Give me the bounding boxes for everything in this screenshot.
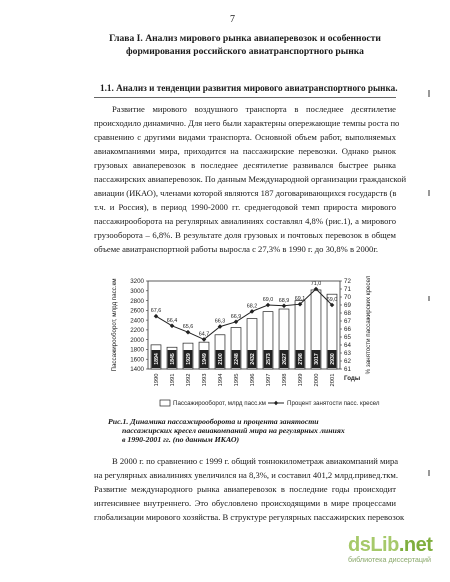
scan-edge-mark: [428, 190, 430, 196]
y-right-tick-label: 63: [344, 350, 351, 358]
y-right-tick-label: 69: [344, 302, 351, 310]
line-point: [282, 304, 287, 309]
text-line: авиакомпаниями мира, приходится на пассажирские перевозки. Однако рынок: [94, 146, 396, 156]
bar-value-label: 1894: [153, 353, 160, 365]
y-right-tick-label: 66: [344, 326, 351, 334]
line-value-label: 67,6: [150, 308, 162, 315]
x-axis-title: Годы: [344, 375, 361, 382]
caption-line-3: в 1990-2001 гг. (по данным ИКАО): [122, 435, 240, 444]
line-value-label: 65,6: [182, 324, 194, 331]
y-left-tick-label: 1800: [130, 346, 144, 354]
text-line: грузовых авиаперевозок в последнее десятилетие развивался быстрее рынка: [94, 160, 396, 170]
x-tick-label: 2001: [330, 373, 336, 387]
section-underline: [94, 97, 396, 98]
y-right-tick-label: 72: [344, 278, 351, 286]
text-line: объеме авиатранспортной работы выросла с 27,3% в 1990 г. до 30,8% в 2000г.: [94, 244, 379, 254]
line-point: [170, 324, 175, 329]
y-left-tick-label: 1600: [130, 356, 144, 364]
page-number: 7: [230, 14, 235, 25]
x-tick-label: 1991: [170, 373, 176, 387]
y-right-tick-label: 70: [344, 294, 351, 302]
y-left-tick-label: 2400: [130, 317, 144, 325]
x-tick-label: 1993: [202, 373, 208, 387]
line-value-label: 68,2: [246, 303, 258, 310]
x-tick-label: 1992: [186, 373, 192, 387]
text-line: происходило динамично. Для него были характерны опережающие темпы роста по: [94, 118, 400, 128]
y-right-tick-label: 62: [344, 358, 351, 366]
caption-line-2: пассажирских кресел авиакомпаний мира на регулярных линиях: [122, 426, 345, 435]
bar-value-label: 1845: [169, 353, 176, 365]
text-line: Развитие мирового воздушного транспорта в последнее десятилетие: [112, 104, 396, 114]
bar-value-label: 1949: [201, 353, 208, 365]
legend-line-label: Процент занятости пасс. кресел: [287, 400, 380, 407]
watermark-subtitle: библиотека диссертаций: [348, 555, 432, 564]
y-right-tick-label: 68: [344, 310, 351, 318]
y-left-axis-label: Пассажирооборот, млрд пасс.км: [111, 278, 118, 372]
line-value-label: 66,4: [166, 317, 178, 324]
text-line: т.ч. и Россия), в период 1990-2000 гг. среднегодовой темп прироста мирового: [94, 202, 396, 212]
bar-value-label: 2248: [233, 353, 240, 365]
x-tick-label: 1994: [218, 373, 224, 387]
chapter-title: [90, 32, 400, 58]
watermark-logo-main: dsLib: [348, 534, 399, 556]
y-left-tick-label: 3000: [130, 287, 144, 295]
bar-value-label: 2432: [249, 353, 256, 365]
y-left-tick-label: 2600: [130, 307, 144, 315]
line-point: [154, 314, 159, 319]
line-value-label: 69,0: [326, 297, 338, 303]
text-line: пассажирских авиаперевозок. По данным Международной организации гражданской: [94, 174, 407, 184]
bar-value-label: 3017: [313, 353, 320, 365]
y-right-axis-label: % занятости пассажирских кресел: [365, 275, 372, 375]
section-title: 1.1. Анализ и тенденции развития мирового авиатранспортного рынка.: [100, 83, 398, 93]
watermark: [348, 534, 444, 578]
line-value-label: 64,7: [198, 331, 210, 338]
text-line: интенсивнее внутреннего. Это обусловлено происходящими в мире процессами: [94, 498, 396, 508]
line-value-label: 66,9: [230, 313, 242, 320]
line-value-label: 68,9: [278, 297, 290, 304]
text-line: сравнению с другими видами транспорта. Основной объем работ, выполняемых: [94, 132, 396, 142]
scan-edge-mark: [428, 470, 430, 476]
chart: [98, 271, 413, 416]
chapter-title-line-2: формирования российского авиатранспортного рынка: [126, 46, 364, 57]
legend-bar-label: Пассажирооборот, млрд пасс.км: [173, 400, 266, 407]
y-right-tick-label: 65: [344, 334, 351, 342]
x-tick-label: 1997: [266, 373, 272, 387]
y-left-tick-label: 2000: [130, 336, 144, 344]
watermark-logo: [348, 534, 444, 557]
y-right-tick-label: 71: [344, 286, 351, 294]
x-tick-label: 2000: [314, 373, 320, 387]
text-line: глобализации мирового хозяйства. В структуре регулярных пассажирских перевозок: [94, 512, 405, 522]
y-right-tick-label: 61: [344, 366, 351, 374]
text-line: грузооборота – 6,8%. В результате доля грузовых и почтовых перевозок в общем: [94, 230, 396, 240]
caption-line-1: Рис.1. Динамика пассажирооборота и процента занятости: [108, 417, 319, 426]
figure-caption: [108, 417, 408, 444]
text-line: В 2000 г. по сравнению с 1999 г. общий тоннокилометраж авиакомпаний мира: [112, 456, 399, 466]
bar-value-label: 1929: [185, 353, 192, 365]
y-left-tick-label: 3200: [130, 278, 144, 286]
bar-value-label: 2627: [281, 353, 288, 365]
text-line: Развитие международного рынка авиаперевозок в последние годы происходит: [94, 484, 396, 494]
series-line: [156, 289, 332, 339]
line-point: [266, 303, 271, 308]
line-value-label: 69,0: [262, 297, 274, 303]
legend-line-marker: [274, 401, 278, 405]
y-left-tick-label: 1400: [130, 366, 144, 374]
y-right-tick-label: 67: [344, 318, 351, 326]
watermark-logo-tld: .net: [398, 534, 433, 556]
line-value-label: 71,0: [310, 281, 322, 287]
bar-value-label: 2100: [217, 353, 224, 365]
line-value-label: 69,1: [294, 296, 306, 303]
line-value-label: 66,3: [214, 318, 226, 325]
bar-value-label: 2798: [297, 353, 304, 365]
scan-edge-mark: [428, 296, 430, 301]
text-line: на регулярных авиалиниях увеличился на 8,3%, и составил 401,2 млрд.привед.ткм.: [94, 470, 399, 480]
chapter-title-line-1: Глава I. Анализ мирового рынка авиаперевозок и особенности: [109, 33, 381, 44]
line-point: [186, 330, 191, 335]
x-tick-label: 1990: [154, 373, 160, 387]
x-tick-label: 1999: [298, 373, 304, 387]
y-right-tick-label: 64: [344, 342, 351, 350]
text-line: пассажирооборота на регулярных авиалиниях составлял 4,8% (рис.1), а мирового: [94, 216, 396, 226]
bar-value-label: 2573: [265, 353, 272, 365]
bar-value-label: 2930: [329, 353, 336, 365]
y-left-tick-label: 2200: [130, 327, 144, 335]
x-tick-label: 1995: [234, 373, 240, 387]
legend-bar-swatch: [160, 400, 170, 406]
x-tick-label: 1996: [250, 373, 256, 387]
scan-edge-mark: [428, 90, 430, 97]
text-line: авиации (ИКАО), членами которой являются 187 договаривающихся государств (в: [94, 188, 397, 198]
y-left-tick-label: 2800: [130, 297, 144, 305]
x-tick-label: 1998: [282, 373, 288, 387]
